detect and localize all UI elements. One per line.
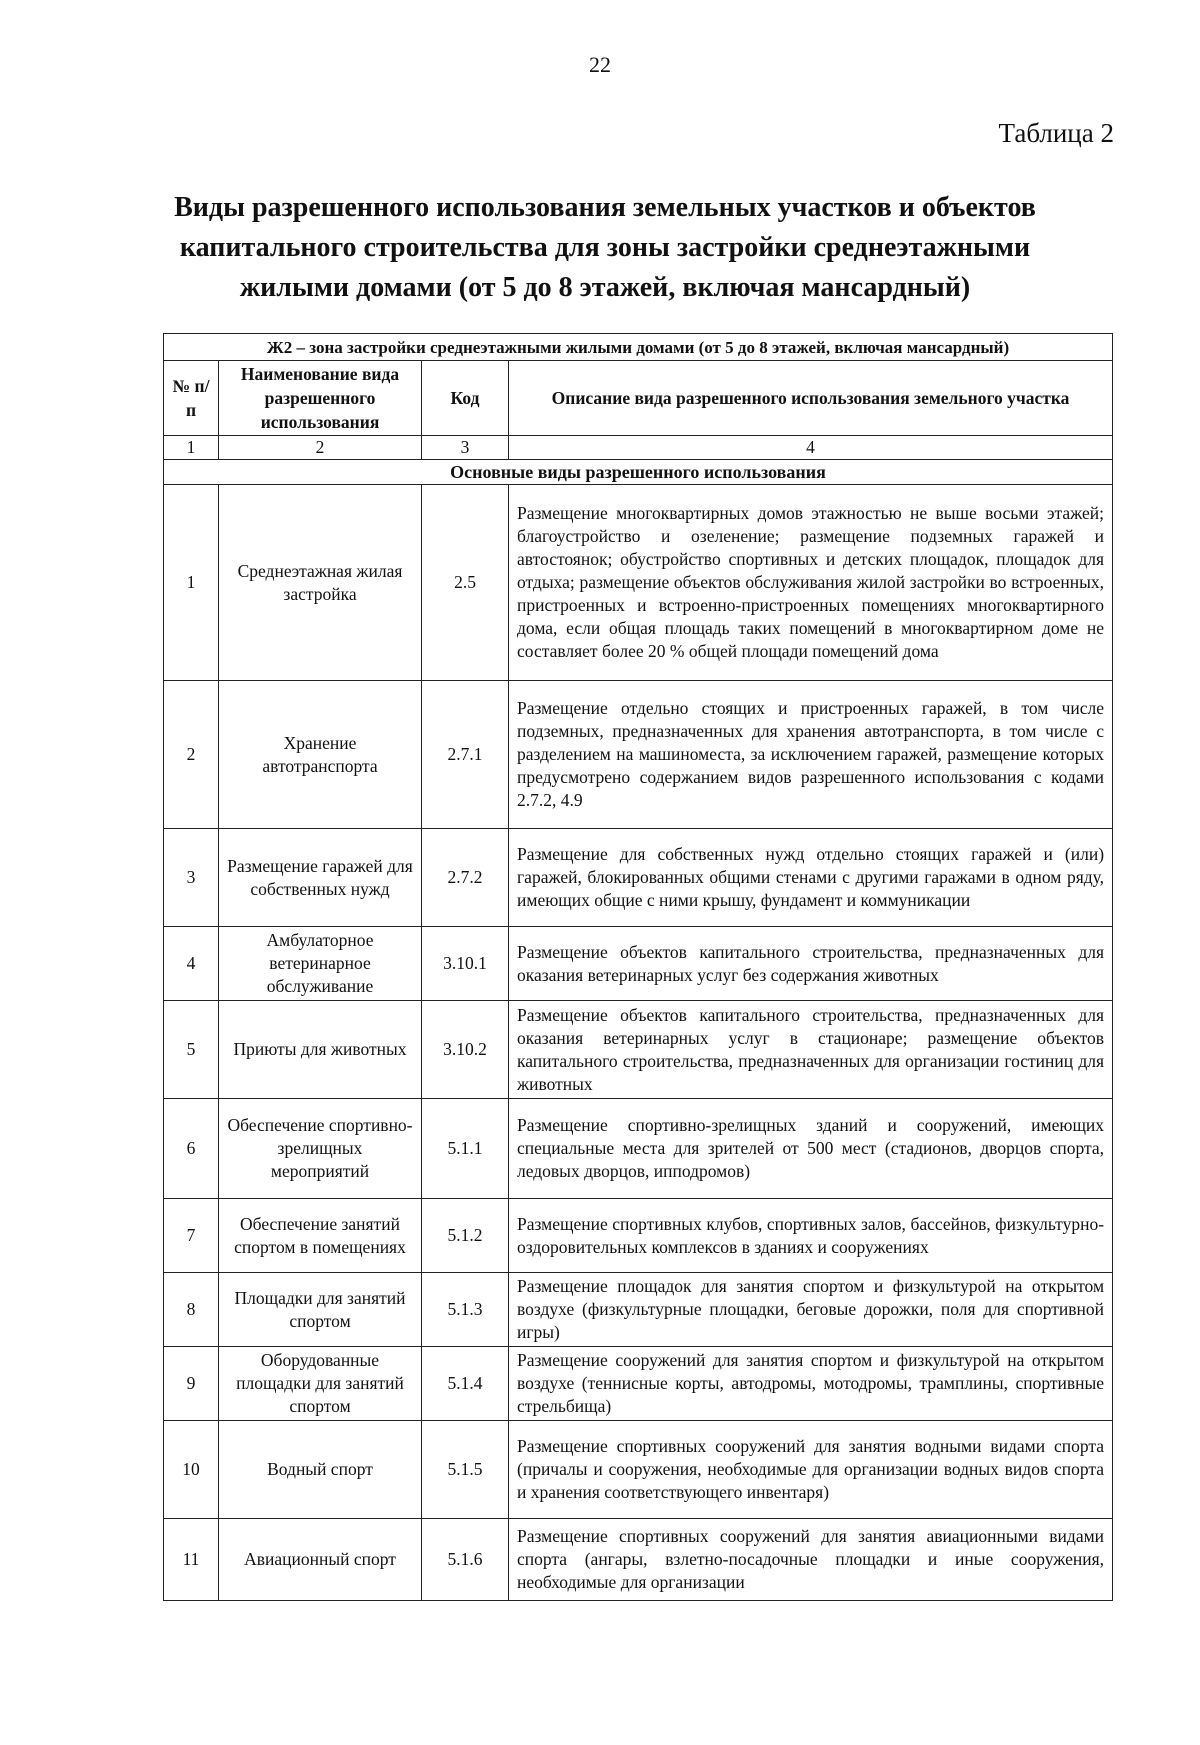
row-description: Размещение многоквартирных домов этажностью не выше восьми этажей; благоустройство и озеленение; размещение подземных гаражей и автостоянок; обустройство спортивных и детских площадок, площадок для отдыха; размещение объектов обслуживания жилой застройки во встроенных, пристроенных и встроенно-пристроенных помещениях многоквартирного дома, если общая площадь таких помещений в многоквартирном доме не составляет более 20 % общей площади помещений дома (509, 485, 1113, 681)
row-num: 4 (164, 927, 219, 1001)
column-number: 2 (219, 436, 422, 460)
row-code: 5.1.4 (422, 1347, 509, 1421)
header-description: Описание вида разрешенного использования земельного участка (509, 361, 1113, 436)
table-label: Таблица 2 (998, 118, 1114, 148)
table-row (164, 1199, 1113, 1273)
row-num: 3 (164, 829, 219, 927)
row-description: Размещение спортивных сооружений для занятия авиационными видами спорта (ангары, взлетно-посадочные площадки и иные сооружения, необходимые для организации (509, 1519, 1113, 1601)
row-name: Приюты для животных (219, 1001, 422, 1099)
page-number: 22 (589, 52, 611, 77)
row-code: 5.1.2 (422, 1199, 509, 1273)
row-code: 3.10.1 (422, 927, 509, 1001)
row-num: 5 (164, 1001, 219, 1099)
table-row (164, 1347, 1113, 1421)
column-number: 3 (422, 436, 509, 460)
section-row (164, 460, 1113, 485)
row-num: 10 (164, 1421, 219, 1519)
row-code: 2.7.1 (422, 681, 509, 829)
row-description: Размещение спортивно-зрелищных зданий и сооружений, имеющих специальные места для зрителей от 500 мест (стадионов, дворцов спорта, ледовых дворцов, ипподромов) (509, 1099, 1113, 1199)
row-description: Размещение спортивных сооружений для занятия водными видами спорта (причалы и сооружения, необходимые для организации водных видов спорта и хранения соответствующего инвентаря) (509, 1421, 1113, 1519)
row-num: 2 (164, 681, 219, 829)
row-name: Амбулаторное ветеринарное обслуживание (219, 927, 422, 1001)
zone-table (163, 333, 1113, 1601)
table-row (164, 927, 1113, 1001)
row-code: 2.5 (422, 485, 509, 681)
row-name: Площадки для занятий спортом (219, 1273, 422, 1347)
row-name: Обеспечение занятий спортом в помещениях (219, 1199, 422, 1273)
row-name: Хранение автотранспорта (219, 681, 422, 829)
row-num: 11 (164, 1519, 219, 1601)
row-code: 5.1.3 (422, 1273, 509, 1347)
row-code: 5.1.6 (422, 1519, 509, 1601)
table-row (164, 681, 1113, 829)
row-name: Среднеэтажная жилая застройка (219, 485, 422, 681)
section-title: Основные виды разрешенного использования (164, 460, 1113, 485)
row-description: Размещение площадок для занятия спортом и физкультурой на открытом воздухе (физкультурные площадки, беговые дорожки, поля для спортивной игры) (509, 1273, 1113, 1347)
document-title: Виды разрешенного использования земельных участков и объектов капитального строительства для зоны застройки среднеэтажными жилыми домами (от 5 до 8 этажей, включая мансардный) (174, 192, 1036, 303)
row-name: Оборудованные площадки для занятий спортом (219, 1347, 422, 1421)
row-description: Размещение для собственных нужд отдельно стоящих гаражей и (или) гаражей, блокированных общими стенами с другими гаражами в одном ряду, имеющих общие с ними крышу, фундамент и коммуникации (509, 829, 1113, 927)
row-name: Водный спорт (219, 1421, 422, 1519)
row-code: 5.1.1 (422, 1099, 509, 1199)
table-row (164, 829, 1113, 927)
row-name: Обеспечение спортивно-зрелищных мероприятий (219, 1099, 422, 1199)
table-row (164, 1273, 1113, 1347)
row-num: 8 (164, 1273, 219, 1347)
row-name: Авиационный спорт (219, 1519, 422, 1601)
row-num: 6 (164, 1099, 219, 1199)
column-number: 4 (509, 436, 1113, 460)
row-description: Размещение объектов капитального строительства, предназначенных для оказания ветеринарных услуг без содержания животных (509, 927, 1113, 1001)
zone-caption: Ж2 – зона застройки среднеэтажными жилыми домами (от 5 до 8 этажей, включая мансардный) (164, 334, 1113, 361)
zone-caption-row (164, 334, 1113, 361)
header-row (164, 361, 1113, 436)
table-row (164, 1421, 1113, 1519)
column-number-row (164, 436, 1113, 460)
row-description: Размещение спортивных клубов, спортивных залов, бассейнов, физкультурно-оздоровительных комплексов в зданиях и сооружениях (509, 1199, 1113, 1273)
row-num: 1 (164, 485, 219, 681)
row-num: 9 (164, 1347, 219, 1421)
table-row (164, 1519, 1113, 1601)
header-num: № п/п (164, 361, 219, 436)
row-name: Размещение гаражей для собственных нужд (219, 829, 422, 927)
table-row (164, 1099, 1113, 1199)
row-description: Размещение отдельно стоящих и пристроенных гаражей, в том числе подземных, предназначенных для хранения автотранспорта, в том числе с разделением на машиноместа, за исключением гаражей, размещение которых предусмотрено содержанием видов разрешенного использования с кодами 2.7.2, 4.9 (509, 681, 1113, 829)
row-description: Размещение объектов капитального строительства, предназначенных для оказания ветеринарных услуг в стационаре; размещение объектов капитального строительства, предназначенных для организации гостиниц для животных (509, 1001, 1113, 1099)
row-code: 3.10.2 (422, 1001, 509, 1099)
row-code: 2.7.2 (422, 829, 509, 927)
row-description: Размещение сооружений для занятия спортом и физкультурой на открытом воздухе (теннисные корты, автодромы, мотодромы, трамплины, спортивные стрельбища) (509, 1347, 1113, 1421)
table-row (164, 485, 1113, 681)
column-number: 1 (164, 436, 219, 460)
row-code: 5.1.5 (422, 1421, 509, 1519)
table-row (164, 1001, 1113, 1099)
header-name: Наименование вида разрешенного использования (219, 361, 422, 436)
header-code: Код (422, 361, 509, 436)
row-num: 7 (164, 1199, 219, 1273)
